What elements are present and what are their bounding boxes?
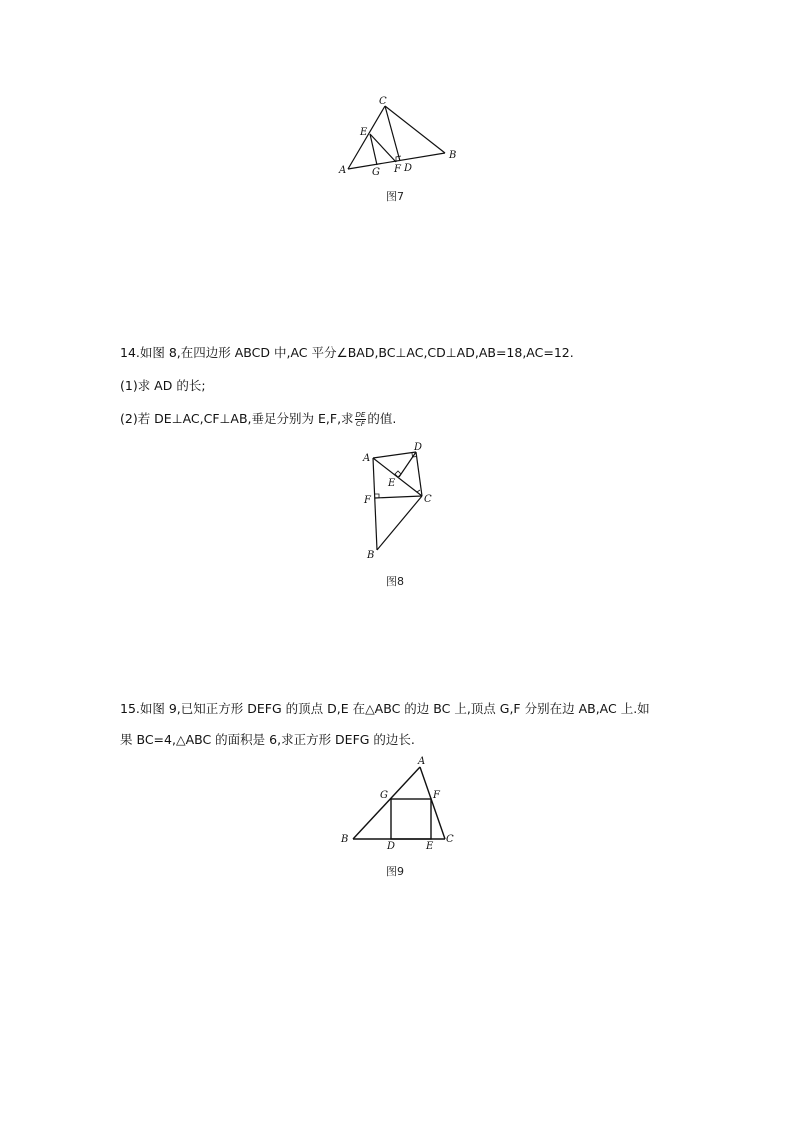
segment-ac	[420, 767, 445, 839]
figure-9-caption: 图9	[386, 865, 404, 878]
label-c: C	[379, 96, 387, 107]
figure-8-caption: 图8	[386, 575, 404, 588]
figure-7-diagram	[330, 92, 470, 182]
label-g: G	[372, 167, 380, 178]
segment-cb	[385, 106, 445, 153]
problem-14-part-2	[120, 409, 396, 428]
figure-9	[335, 752, 465, 852]
label-a: A	[363, 453, 371, 464]
label-f: F	[394, 164, 401, 175]
segment-ef	[370, 134, 396, 162]
problem-15-line-1: 15.如图 9,已知正方形 DEFG 的顶点 D,E 在△ABC 的边 BC 上,顶点 G,F 分别在边 AB,AC 上.如	[120, 701, 650, 716]
label-g: G	[380, 790, 388, 801]
label-b: B	[341, 834, 349, 845]
label-d: D	[404, 163, 413, 174]
label-d: D	[414, 442, 423, 453]
segment-de	[399, 452, 416, 477]
part-2-text: (2)若 DE⊥AC,CF⊥AB,垂足分别为 E,F,求	[120, 411, 354, 426]
figure-8	[355, 440, 445, 565]
label-f: F	[364, 495, 371, 506]
figure-7	[330, 92, 470, 182]
square-defg	[391, 799, 431, 839]
label-c: C	[446, 834, 454, 845]
label-b: B	[449, 150, 457, 161]
fraction-de-over-cf	[355, 411, 367, 428]
label-d: D	[387, 841, 396, 852]
segment-dc	[416, 452, 422, 496]
label-e: E	[388, 478, 396, 489]
label-e: E	[360, 127, 368, 138]
figure-8-diagram	[355, 440, 445, 565]
segment-ba	[353, 767, 420, 839]
right-angle-mark-c	[417, 490, 420, 492]
label-a: A	[418, 756, 426, 767]
segment-fc	[375, 496, 422, 498]
problem-14-stem: 14.如图 8,在四边形 ABCD 中,AC 平分∠BAD,BC⊥AC,CD⊥AD,AB=18,AC=12.	[120, 345, 574, 360]
figure-7-caption: 图7	[386, 190, 404, 203]
segment-ad	[373, 452, 416, 458]
label-e: E	[426, 841, 434, 852]
problem-14-part-1: (1)求 AD 的长;	[120, 378, 206, 393]
fraction-numerator: DE	[355, 411, 366, 419]
label-b: B	[367, 550, 375, 561]
fraction-denominator: CF	[356, 420, 365, 428]
label-f: F	[433, 790, 440, 801]
label-c: C	[424, 494, 432, 505]
figure-9-diagram	[335, 752, 465, 852]
problem-15-line-2: 果 BC=4,△ABC 的面积是 6,求正方形 DEFG 的边长.	[120, 732, 415, 747]
segment-bc	[377, 496, 422, 550]
segment-ab	[373, 458, 377, 550]
label-a: A	[339, 165, 347, 176]
part-2-suffix: 的值.	[367, 411, 397, 426]
